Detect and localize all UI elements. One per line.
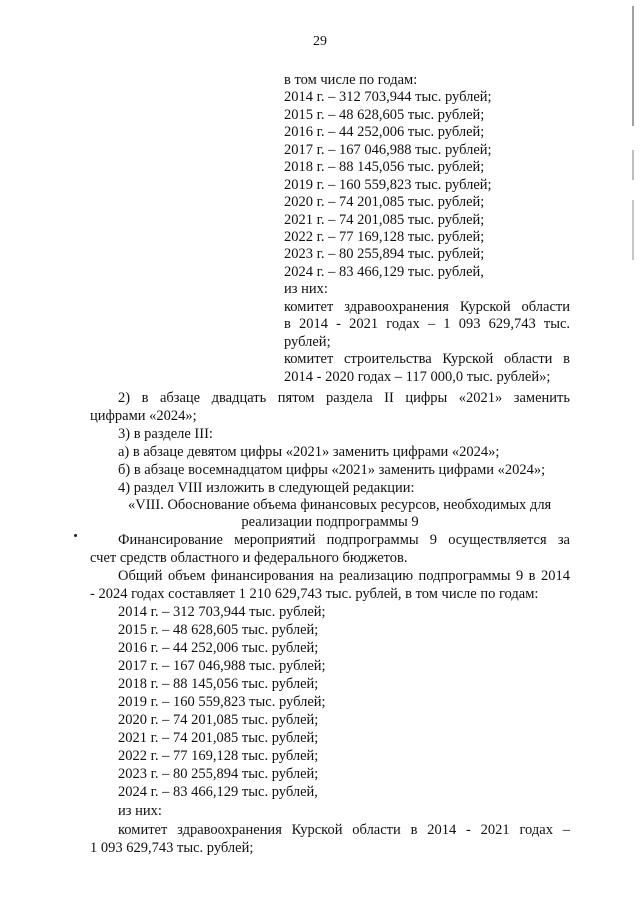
- financing-year-line: 2019 г. – 160 559,823 тыс. рублей;: [118, 694, 326, 710]
- financing-total: Общий объем финансирования на реализацию подпрограммы 9 в 2014: [118, 568, 570, 584]
- section-heading: «VIII. Обоснование объема финансовых ресурсов, необходимых для: [128, 497, 552, 513]
- upper-year-line: 2022 г. – 77 169,128 тыс. рублей;: [284, 229, 485, 245]
- upper-health-committee: рублей;: [284, 334, 331, 350]
- upper-year-line: 2024 г. – 83 466,129 тыс. рублей,: [284, 264, 484, 280]
- financing-of-which: из них:: [118, 803, 162, 819]
- financing-health-committee: 1 093 629,743 тыс. рублей;: [90, 840, 254, 856]
- upper-year-line: 2016 г. – 44 252,006 тыс. рублей;: [284, 124, 485, 140]
- amendment-item-3: 3) в разделе III:: [118, 426, 213, 442]
- amendment-item-3a: а) в абзаце девятом цифры «2021» заменить цифрами «2024»;: [118, 444, 500, 460]
- financing-year-line: 2023 г. – 80 255,894 тыс. рублей;: [118, 766, 319, 782]
- financing-year-line: 2018 г. – 88 145,056 тыс. рублей;: [118, 676, 319, 692]
- financing-year-line: 2014 г. – 312 703,944 тыс. рублей;: [118, 604, 326, 620]
- financing-year-line: 2024 г. – 83 466,129 тыс. рублей,: [118, 784, 318, 800]
- amendment-item-4: 4) раздел VIII изложить в следующей редакции:: [118, 480, 415, 496]
- upper-year-line: 2014 г. – 312 703,944 тыс. рублей;: [284, 89, 492, 105]
- financing-year-line: 2015 г. – 48 628,605 тыс. рублей;: [118, 622, 319, 638]
- upper-year-line: 2015 г. – 48 628,605 тыс. рублей;: [284, 107, 485, 123]
- financing-paragraph: Финансирование мероприятий подпрограммы 9 осуществляется за: [118, 532, 570, 548]
- amendment-item-3b: б) в абзаце восемнадцатом цифры «2021» заменить цифрами «2024»;: [118, 462, 546, 478]
- upper-year-line: 2019 г. – 160 559,823 тыс. рублей;: [284, 177, 492, 193]
- scan-edge-mark: [632, 6, 634, 126]
- upper-of-which: из них:: [284, 281, 328, 297]
- page-number: 29: [313, 34, 327, 49]
- scan-speck: [74, 534, 77, 537]
- financing-paragraph: счет средств областного и федерального бюджетов.: [90, 550, 408, 566]
- upper-health-committee: комитет здравоохранения Курской области: [284, 299, 570, 315]
- scan-edge-mark: [632, 200, 634, 260]
- upper-intro: в том числе по годам:: [284, 72, 418, 88]
- upper-year-line: 2020 г. – 74 201,085 тыс. рублей;: [284, 194, 485, 210]
- financing-year-line: 2021 г. – 74 201,085 тыс. рублей;: [118, 730, 319, 746]
- upper-construction-committee: 2014 - 2020 годах – 117 000,0 тыс. рублей»;: [284, 369, 551, 385]
- financing-year-line: 2020 г. – 74 201,085 тыс. рублей;: [118, 712, 319, 728]
- financing-total: - 2024 годах составляет 1 210 629,743 тыс. рублей, в том числе по годам:: [90, 586, 539, 602]
- upper-year-line: 2017 г. – 167 046,988 тыс. рублей;: [284, 142, 492, 158]
- upper-construction-committee: комитет строительства Курской области в: [284, 351, 570, 367]
- upper-year-line: 2021 г. – 74 201,085 тыс. рублей;: [284, 212, 485, 228]
- amendment-item-2: цифрами «2024»;: [90, 408, 197, 424]
- financing-year-line: 2022 г. – 77 169,128 тыс. рублей;: [118, 748, 319, 764]
- upper-health-committee: в 2014 - 2021 годах – 1 093 629,743 тыс.: [284, 316, 570, 332]
- section-heading: реализации подпрограммы 9: [241, 514, 419, 530]
- upper-year-line: 2023 г. – 80 255,894 тыс. рублей;: [284, 246, 485, 262]
- financing-health-committee: комитет здравоохранения Курской области в 2014 - 2021 годах –: [118, 822, 570, 838]
- financing-year-line: 2016 г. – 44 252,006 тыс. рублей;: [118, 640, 319, 656]
- amendment-item-2: 2) в абзаце двадцать пятом раздела II цифры «2021» заменить: [118, 390, 570, 406]
- upper-year-line: 2018 г. – 88 145,056 тыс. рублей;: [284, 159, 485, 175]
- scan-edge-mark: [632, 150, 634, 180]
- financing-year-line: 2017 г. – 167 046,988 тыс. рублей;: [118, 658, 326, 674]
